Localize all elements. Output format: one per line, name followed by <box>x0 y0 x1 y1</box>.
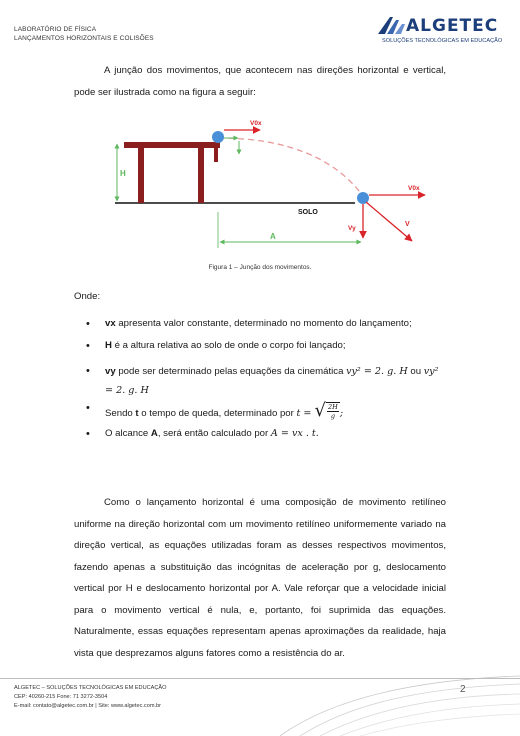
algetec-logo <box>376 14 506 48</box>
header-lab-title: LABORATÓRIO DE FÍSICA <box>14 26 97 33</box>
table-edge <box>214 148 218 162</box>
logo-tagline: SOLUÇÕES TECNOLÓGICAS EM EDUCAÇÃO <box>382 38 503 44</box>
table-leg-right <box>198 148 204 203</box>
label-v0x-right: V0x <box>408 185 420 192</box>
logo-name: ALGETEC <box>406 16 499 36</box>
label-v0x-top: V0x <box>250 120 262 127</box>
page-number: 2 <box>460 684 466 695</box>
ball-start <box>212 131 224 143</box>
onde-label: Onde: <box>74 291 101 302</box>
time-equation: t = √ $\frac{2H}{g}$ ; <box>296 400 344 421</box>
label-a: A <box>270 232 276 241</box>
header-subtitle: LANÇAMENTOS HORIZONTAIS E COLISÕES <box>14 35 154 42</box>
definitions-list <box>74 318 446 450</box>
horizontal-launch-figure <box>110 108 430 258</box>
label-h: H <box>120 169 126 178</box>
list-item: • vy pode ser determinado pelas equações da cinemática vy² = 2. g. H ou vy² = 2. g. H <box>74 362 446 402</box>
table-leg-left <box>138 148 144 203</box>
list-item: • H é a altura relativa ao solo de onde o corpo foi lançado; <box>74 340 446 362</box>
list-item: • Sendo t o tempo de queda, determinado por t = √ $\frac{2H}{g}$ ; <box>74 402 446 428</box>
label-vy: Vy <box>348 225 356 232</box>
label-v: V <box>405 221 410 228</box>
body-paragraph: Como o lançamento horizontal é uma composição de movimento retilíneo uniforme na direção horizontal com um movimento retilíneo uniformemente variado na direção vertical, as equações utilizadas foram as desses respectivos movimentos, fazendo apenas a substituição das incógnitas de aceleração por g, deslocamento vertical por H e deslocamento horizontal por A. Vale reforçar que a velocidade inicial para o movimento vertical é nula, e, portanto, foi suprimida das equações. Naturalmente, essas equações representam apenas aproximações da realidade, haja vista que desprezamos alguns fatores como a resistência do ar. <box>74 497 446 659</box>
figure-caption: Figura 1 – Junção dos movimentos. <box>208 264 312 271</box>
intro-paragraph: A junção dos movimentos, que acontecem nas direções horizontal e vertical, pode ser ilustrada como na figura a seguir: <box>74 65 446 98</box>
trajectory-path <box>218 138 363 196</box>
list-item: • O alcance A, será então calculado por A = vx . t. <box>74 428 446 450</box>
logo-mark-icon <box>376 14 406 38</box>
footer-company: ALGETEC – SOLUÇÕES TECNOLÓGICAS EM EDUCAÇÃO <box>14 685 167 691</box>
footer-divider <box>0 678 520 679</box>
list-item: • vx apresenta valor constante, determinado no momento do lançamento; <box>74 318 446 340</box>
footer-swoosh-decoration <box>240 670 520 736</box>
footer-contact: E-mail: contato@algetec.com.br | Site: www.algetec.com.br <box>14 703 162 709</box>
label-solo: SOLO <box>298 209 318 216</box>
table-top <box>124 142 220 148</box>
footer-address: CEP: 40260-215 Fone: 71 3272-3504 <box>14 694 108 700</box>
